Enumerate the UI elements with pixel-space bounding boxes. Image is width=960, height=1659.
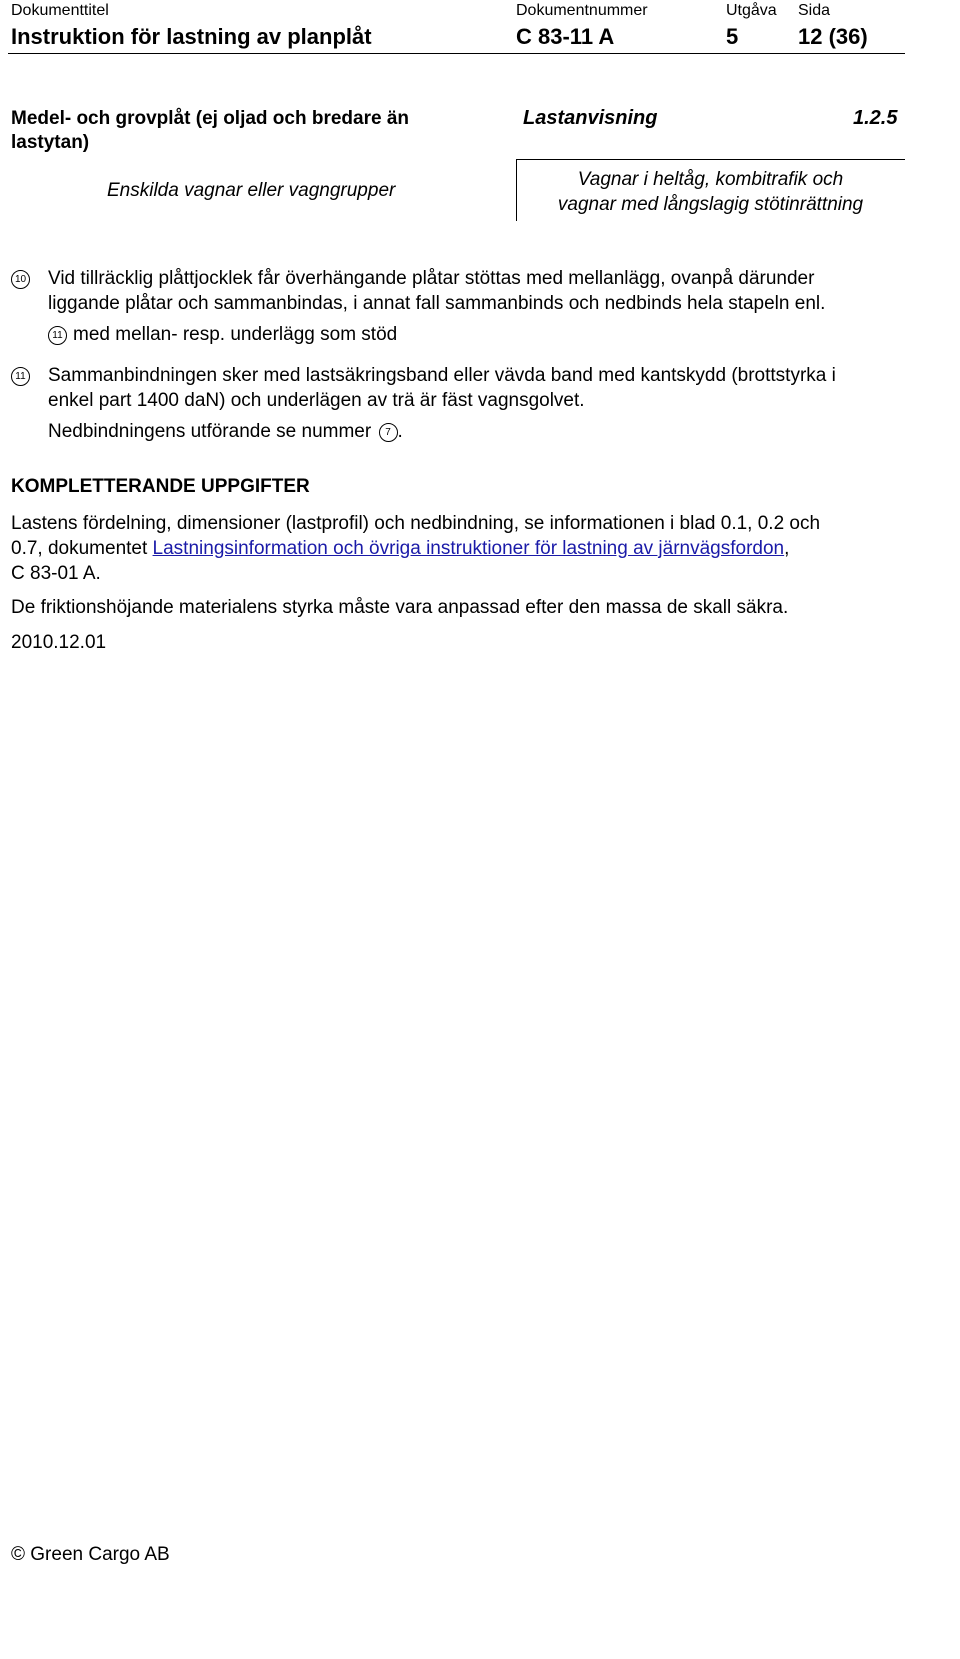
item-11-line3-end: . — [397, 421, 403, 442]
item-11-line3: Nedbindningens utförande se nummer — [48, 421, 372, 442]
ref-marker-11: 11 — [48, 326, 67, 345]
instruction-type: Lastanvisning — [523, 107, 658, 129]
right-scope-line1: Vagnar i heltåg, kombitrafik och — [577, 169, 844, 190]
item-11-text — [48, 363, 836, 444]
edition-label: Utgåva — [726, 2, 777, 19]
item-marker-10: 10 — [11, 270, 30, 289]
section-title-line2: lastytan) — [11, 132, 90, 153]
section-title — [11, 107, 409, 155]
left-scope: Enskilda vagnar eller vagngrupper — [107, 180, 396, 201]
doc-title: Instruktion för lastning av planplåt — [11, 24, 372, 49]
doc-title-label: Dokumenttitel — [11, 2, 109, 19]
section-number: 1.2.5 — [853, 107, 898, 129]
item-10-line1: Vid tillräcklig plåttjocklek får överhängande plåtar stöttas med mellanlägg, ovanpå därunder — [48, 268, 815, 289]
ref-marker-7: 7 — [379, 423, 398, 442]
item-10-line2: liggande plåtar och sammanbindas, i annat fall sammanbinds och nedbinds hela stapeln enl. — [48, 293, 826, 314]
supp-p1-line1: Lastens fördelning, dimensioner (lastprofil) och nedbindning, se informationen i blad 0.1, 0.2 och — [11, 513, 821, 534]
item-11-line1: Sammanbindningen sker med lastsäkringsband eller vävda band med kantskydd (brottstyrka i — [48, 365, 836, 386]
item-marker-11: 11 — [11, 367, 30, 386]
item-10-line3-row — [48, 322, 825, 347]
page-label: Sida — [798, 2, 831, 19]
loading-information-link[interactable]: Lastningsinformation och övriga instruktioner för lastning av järnvägsfordon — [152, 538, 785, 559]
supp-p1-line2 — [11, 536, 820, 561]
edition: 5 — [726, 24, 739, 49]
right-scope-line2: vagnar med långslagig stötinrättning — [557, 194, 864, 215]
supp-p1-line2-post: , — [784, 538, 790, 559]
doc-number: C 83-11 A — [516, 24, 615, 49]
page-number: 12 (36) — [798, 24, 868, 49]
supplementary-heading: KOMPLETTERANDE UPPGIFTER — [11, 476, 310, 497]
right-scope — [516, 167, 905, 217]
section-divider — [516, 159, 905, 160]
supplementary-paragraph-2: De friktionshöjande materialens styrka måste vara anpassad efter den massa de skall säkra. — [11, 597, 789, 618]
section-title-line1: Medel- och grovplåt (ej oljad och bredare än — [11, 108, 410, 129]
item-11-line2: enkel part 1400 daN) och underlägen av trä är fäst vagnsgolvet. — [48, 390, 585, 411]
supp-p1-line3: C 83-01 A. — [11, 563, 101, 584]
supplementary-paragraph-1 — [11, 511, 820, 586]
doc-number-label: Dokumentnummer — [516, 2, 648, 19]
header-divider — [8, 53, 905, 54]
item-10-text — [48, 266, 825, 347]
supp-p1-line2-pre: 0.7, dokumentet — [11, 538, 153, 559]
item-11-line3-row — [48, 419, 836, 444]
item-10-line3: med mellan- resp. underlägg som stöd — [73, 324, 398, 345]
footer-copyright: © Green Cargo AB — [11, 1544, 170, 1565]
document-date: 2010.12.01 — [11, 632, 107, 653]
